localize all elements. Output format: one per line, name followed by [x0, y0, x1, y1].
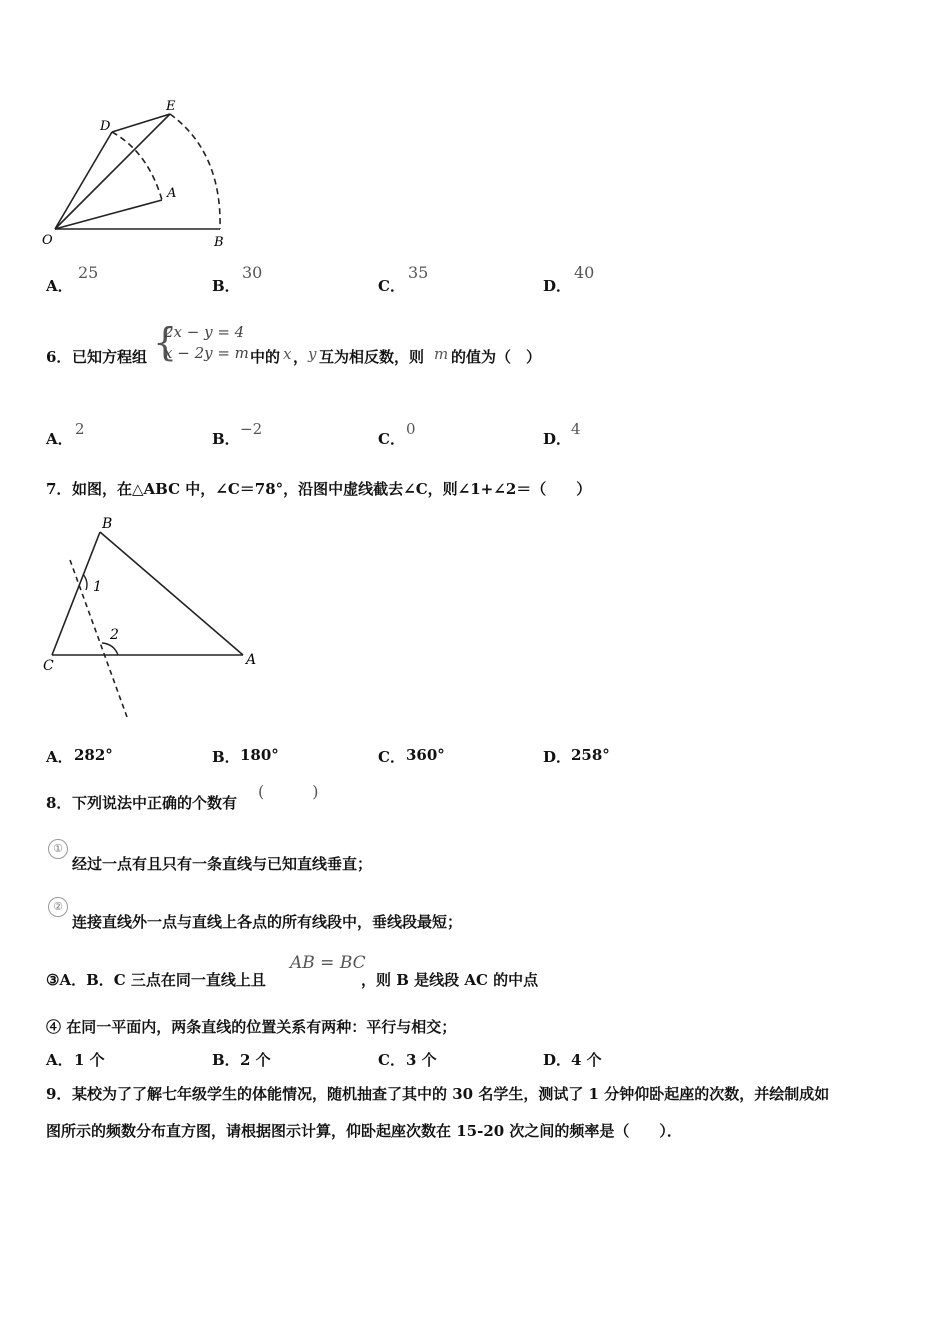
label-D: D: [100, 119, 111, 134]
q6-text-before: 已知方程组: [72, 348, 148, 366]
statement-4: ④ 在同一平面内，两条直线的位置关系有两种：平行与相交；: [46, 1018, 457, 1036]
q6-text-mid1: 中的: [250, 348, 281, 366]
q6-equation-2: x − 2y = m: [164, 344, 249, 362]
label-E: E: [166, 99, 176, 114]
q8-option-a-letter: A．: [46, 1051, 73, 1069]
label-angle-2: 2: [110, 627, 119, 643]
q6-number: 6．: [46, 348, 72, 366]
label-A: A: [167, 186, 177, 201]
label-B: B: [102, 516, 113, 532]
label-angle-1: 1: [93, 579, 102, 595]
q7-option-b-value: 180°: [240, 746, 279, 764]
q6-option-c-value: 0: [406, 420, 416, 438]
label-A: A: [246, 652, 257, 668]
statement-1-mark: ①: [48, 839, 68, 859]
q5-option-c-letter: C．: [378, 277, 405, 295]
q9-line-1: 某校为了了解七年级学生的体能情况，随机抽查了其中的 30 名学生，测试了 1 分钟仰卧起座的次数，并绘制成如: [72, 1085, 830, 1103]
q7-number: 7．: [46, 480, 72, 498]
q7-option-c-letter: C．: [378, 748, 405, 766]
q7-option-a-letter: A．: [46, 748, 73, 766]
label-O: O: [42, 233, 53, 248]
q8-option-d-letter: D．: [543, 1051, 572, 1069]
sector-arcs: [112, 114, 220, 229]
triangle-sides: [52, 532, 243, 655]
q6-equation-1: 2x − y = 4: [164, 323, 245, 341]
q7-option-b-letter: B．: [212, 748, 240, 766]
label-C: C: [43, 658, 54, 674]
statement-3-suffix: ，则 B 是线段 AC 的中点: [361, 971, 539, 989]
q6-option-d-value: 4: [571, 420, 581, 438]
q7-text: 如图，在△ABC 中，∠C＝78°，沿图中虚线截去∠C，则∠1+∠2＝（ ）: [72, 480, 592, 498]
q7-option-c-value: 360°: [406, 746, 445, 764]
q7-option-a-value: 282°: [74, 746, 113, 764]
q8-option-d-value: 4 个: [571, 1051, 602, 1069]
q6-option-b-letter: B．: [212, 430, 240, 448]
angle-1-arc: [83, 574, 87, 590]
q5-option-d-value: 40: [574, 263, 595, 282]
q6-text-after: 的值为（ ）: [451, 348, 542, 366]
q6-option-b-value: −2: [240, 420, 263, 438]
q6-option-a-letter: A．: [46, 430, 73, 448]
q8-paren: ( ): [258, 782, 319, 801]
q6-sep: ，: [293, 348, 309, 366]
statement-3-math: AB = BC: [290, 953, 366, 973]
q8-option-b-letter: B．: [212, 1051, 240, 1069]
statement-1: 经过一点有且只有一条直线与已知直线垂直；: [72, 855, 373, 873]
q6-equation-system: [164, 322, 249, 364]
q5-option-b-value: 30: [242, 263, 263, 282]
statement-3-prefix: ③A．B．C 三点在同一直线上且: [46, 971, 266, 989]
q6-option-a-value: 2: [75, 420, 85, 438]
q6-text-mid2: 互为相反数，则: [319, 348, 425, 366]
q6-brace: {: [153, 320, 178, 364]
q5-option-c-value: 35: [408, 263, 429, 282]
q6-option-c-letter: C．: [378, 430, 405, 448]
q6-option-d-letter: D．: [543, 430, 572, 448]
statement-2: 连接直线外一点与直线上各点的所有线段中，垂线段最短；: [72, 913, 463, 931]
q9-number: 9．: [46, 1085, 72, 1103]
q6-var-x: x: [283, 345, 292, 363]
q7-option-d-letter: D．: [543, 748, 572, 766]
label-B: B: [214, 235, 224, 250]
q8-option-a-value: 1 个: [74, 1051, 105, 1069]
q8-number: 8．: [46, 794, 72, 812]
q5-option-a-letter: A．: [46, 277, 73, 295]
statement-2-mark: ②: [48, 897, 68, 917]
q7-option-d-value: 258°: [571, 746, 610, 764]
sector-figure: [40, 92, 240, 254]
q5-option-b-letter: B．: [212, 277, 240, 295]
q5-option-d-letter: D．: [543, 277, 572, 295]
q8-text: 下列说法中正确的个数有: [72, 794, 238, 812]
triangle-figure: [40, 512, 270, 724]
q8-option-c-value: 3 个: [406, 1051, 437, 1069]
q5-option-a-value: 25: [78, 263, 99, 282]
q8-option-b-value: 2 个: [240, 1051, 271, 1069]
q6-var-y: y: [308, 345, 317, 363]
sector-lines: [55, 114, 220, 229]
q9-line-2: 图所示的频数分布直方图，请根据图示计算，仰卧起座次数在 15‐20 次之间的频率是（ ）．: [46, 1122, 682, 1140]
q8-option-c-letter: C．: [378, 1051, 405, 1069]
q6-var-m: m: [434, 345, 449, 363]
